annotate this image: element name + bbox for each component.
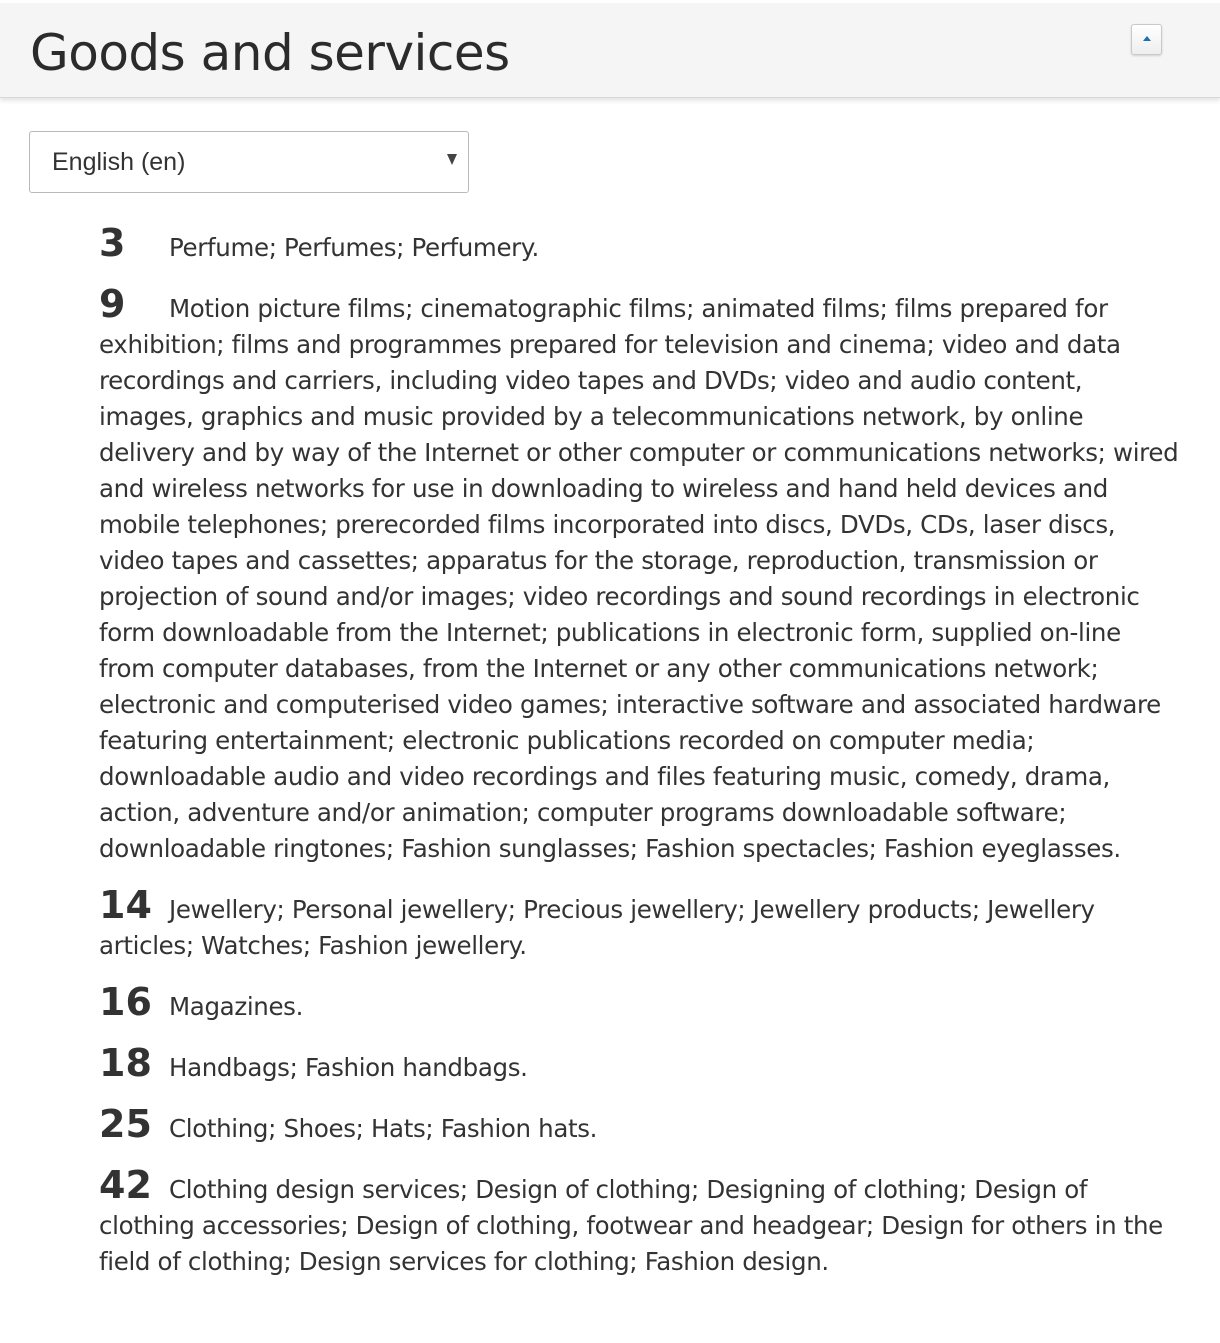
chevron-up-icon [1143, 36, 1151, 41]
class-item [99, 980, 1183, 1025]
class-item [99, 1163, 1183, 1280]
class-description: Handbags; Fashion handbags. [169, 1053, 528, 1082]
language-select[interactable] [29, 131, 469, 193]
class-item [99, 221, 1183, 266]
collapse-button[interactable] [1131, 24, 1162, 55]
class-number: 9 [99, 282, 126, 326]
section-header [0, 3, 1220, 98]
class-description: Perfume; Perfumes; Perfumery. [169, 233, 539, 262]
class-item [99, 282, 1183, 867]
class-description: Jewellery; Personal jewellery; Precious jewellery; Jewellery products; Jewellery articles; Watches; Fashion jewellery. [99, 895, 1095, 960]
language-select-value: English (en) [52, 148, 186, 176]
caret-down-icon [447, 154, 457, 165]
class-number: 16 [99, 980, 152, 1024]
goods-services-list [99, 221, 1183, 1300]
class-number: 3 [99, 221, 126, 265]
class-item [99, 1102, 1183, 1147]
class-item [99, 1041, 1183, 1086]
class-description: Motion picture films; cinematographic films; animated films; films prepared for exhibition; films and programmes prepared for television and cinema; video and data recordings and carriers, including video tapes and DVDs; video and audio content, images, graphics and music provided by a telecommunications network, by online delivery and by way of the Internet or other computer or communications networks; wired and wireless networks for use in downloading to wireless and hand held devices and mobile telephones; prerecorded films incorporated into discs, DVDs, CDs, laser discs, video tapes and cassettes; apparatus for the storage, reproduction, transmission or projection of sound and/or images; video recordings and sound recordings in electronic form downloadable from the Internet; publications in electronic form, supplied on-line from computer databases, from the Internet or any other communications network; electronic and computerised video games; interactive software and associated hardware featuring entertainment; electronic publications recorded on computer media; downloadable audio and video recordings and files featuring music, comedy, drama, action, adventure and/or animation; computer programs downloadable software; downloadable ringtones; Fashion sunglasses; Fashion spectacles; Fashion eyeglasses. [99, 294, 1179, 863]
class-description: Magazines. [169, 992, 304, 1021]
class-number: 25 [99, 1102, 152, 1146]
class-item [99, 883, 1183, 964]
class-description: Clothing design services; Design of clothing; Designing of clothing; Design of clothing accessories; Design of clothing, footwear and headgear; Design for others in the field of clothing; Design services for clothing; Fashion design. [99, 1175, 1163, 1276]
class-number: 42 [99, 1163, 152, 1207]
page-title: Goods and services [30, 24, 510, 82]
class-number: 14 [99, 883, 152, 927]
class-number: 18 [99, 1041, 152, 1085]
class-description: Clothing; Shoes; Hats; Fashion hats. [169, 1114, 598, 1143]
